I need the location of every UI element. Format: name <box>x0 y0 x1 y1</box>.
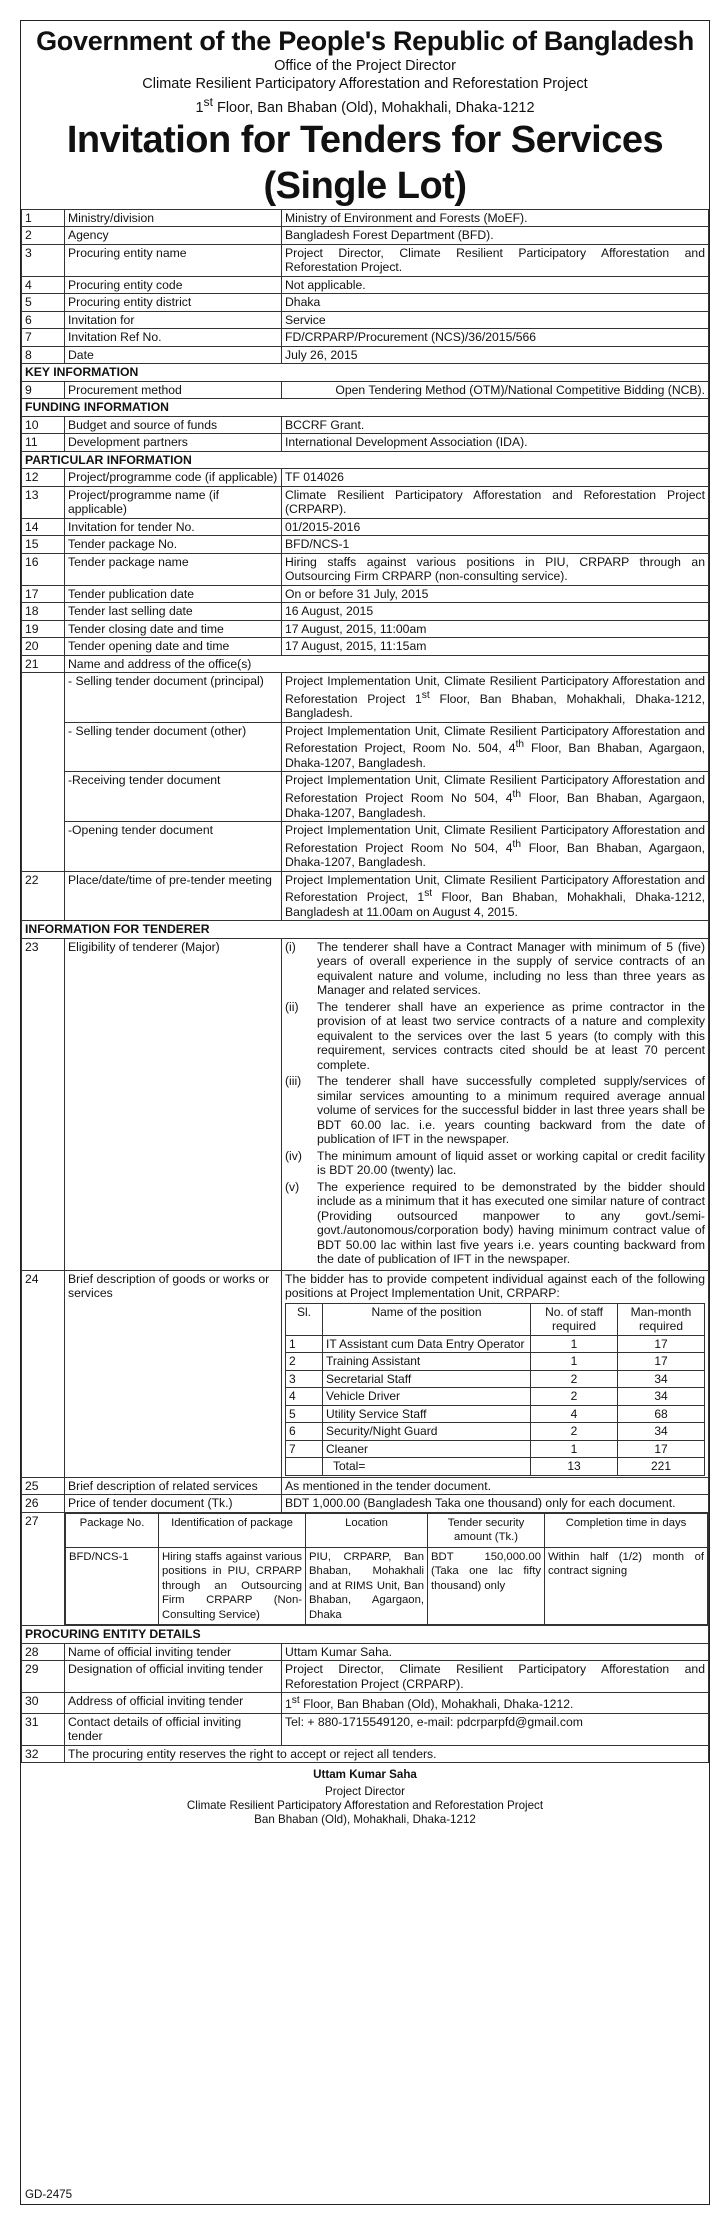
item-numeral: (iii) <box>285 1074 302 1089</box>
row-number: 3 <box>22 244 65 276</box>
position-staff: 2 <box>531 1370 618 1388</box>
row-number: 13 <box>22 486 65 518</box>
item-text: The tenderer shall have an experience as prime contractor in the provision of at least two service contracts of a nature and complexity equivalent to the services over the last 5 years (to comply with this requirement, services contracts cited should be at least 70 percent complete. <box>317 999 705 1072</box>
eligibility-item <box>285 1180 705 1267</box>
table-row <box>22 311 709 329</box>
position-row <box>286 1405 705 1423</box>
row-label: Procuring entity district <box>65 294 282 312</box>
row-label: Name of official inviting tender <box>65 1643 282 1661</box>
row-label: Tender package name <box>65 553 282 585</box>
package-number: BFD/NCS-1 <box>66 1547 159 1625</box>
tender-table <box>21 209 709 1763</box>
section-information-for-tenderer <box>22 921 709 939</box>
row-value: BFD/NCS-1 <box>282 536 709 554</box>
position-sl: 3 <box>286 1370 323 1388</box>
package-header-row <box>66 1513 708 1547</box>
positions-total-row <box>286 1458 705 1476</box>
row-value: Ministry of Environment and Forests (MoEF). <box>282 209 709 227</box>
row-value: Project Director, Climate Resilient Participatory Afforestation and Reforestation Project (CRPARP). <box>282 1661 709 1693</box>
section-heading: PROCURING ENTITY DETAILS <box>22 1626 709 1644</box>
table-row <box>22 416 709 434</box>
table-row <box>22 1270 709 1477</box>
positions-header-row <box>286 1303 705 1335</box>
row-value: 17 August, 2015, 11:15am <box>282 638 709 656</box>
row-label: Agency <box>65 227 282 245</box>
value-text-rest: Floor, Ban Bhaban, Agargaon, Dhaka-1207, Bangladesh. <box>285 840 705 870</box>
row-number: 25 <box>22 1477 65 1495</box>
total-label: Total= <box>323 1458 531 1476</box>
row-number: 1 <box>22 209 65 227</box>
row-number: 28 <box>22 1643 65 1661</box>
row-label: Tender opening date and time <box>65 638 282 656</box>
row-label: Development partners <box>65 434 282 452</box>
row-number: 6 <box>22 311 65 329</box>
item-numeral: (v) <box>285 1179 300 1194</box>
positions-table <box>285 1303 705 1476</box>
position-man-month: 34 <box>618 1388 705 1406</box>
address-rest: Floor, Ban Bhaban (Old), Mohakhali, Dhaka-1212 <box>212 99 535 116</box>
row-value: FD/CRPARP/Procurement (NCS)/36/2015/566 <box>282 329 709 347</box>
row-value: Hiring staffs against various positions in PIU, CRPARP through an Outsourcing Firm CRPARP (non-consulting service). <box>282 553 709 585</box>
position-man-month: 68 <box>618 1405 705 1423</box>
signatory-project: Climate Resilient Participatory Afforestation and Reforestation Project <box>186 1799 544 1813</box>
row-number: 29 <box>22 1661 65 1693</box>
row-number: 15 <box>22 536 65 554</box>
row-number: 30 <box>22 1693 65 1714</box>
column-header: Tender security amount (Tk.) <box>428 1513 545 1547</box>
column-header: Name of the position <box>323 1303 531 1335</box>
table-row <box>22 1693 709 1714</box>
ordinal-suffix: th <box>515 739 525 751</box>
row-label: Brief description of goods or works or services <box>65 1270 282 1477</box>
row-number: 14 <box>22 518 65 536</box>
item-text: The tenderer shall have successfully completed supply/services of similar services amounting to a minimum required average annual volume of services for the successful bidder in last three years shall be BDT 60.00 lac. i.e. years counting backward from the date of publication of IFT in the newspaper. <box>317 1074 705 1147</box>
position-sl: 2 <box>286 1353 323 1371</box>
office-row <box>22 722 709 772</box>
position-row <box>286 1388 705 1406</box>
position-staff: 1 <box>531 1335 618 1353</box>
table-row <box>22 209 709 227</box>
row-number: 17 <box>22 585 65 603</box>
lot-title: (Single Lot) <box>263 164 467 207</box>
table-row <box>22 227 709 245</box>
column-header: Completion time in days <box>545 1513 708 1547</box>
table-row <box>22 244 709 276</box>
position-man-month: 34 <box>618 1423 705 1441</box>
row-value: Tel: + 880-1715549120, e-mail: pdcrparpfd@gmail.com <box>282 1713 709 1745</box>
office-label: - Selling tender document (principal) <box>65 673 282 723</box>
package-security: BDT 150,000.00 (Taka one lac fifty thousand) only <box>428 1547 545 1625</box>
package-cell <box>65 1512 709 1626</box>
row-value: BDT 1,000.00 (Bangladesh Taka one thousand) only for each document. <box>282 1495 709 1513</box>
section-funding-information <box>22 399 709 417</box>
row-number: 7 <box>22 329 65 347</box>
row-label: Project/programme code (if applicable) <box>65 469 282 487</box>
position-name: Vehicle Driver <box>323 1388 531 1406</box>
position-man-month: 17 <box>618 1440 705 1458</box>
position-name: Utility Service Staff <box>323 1405 531 1423</box>
position-sl: 1 <box>286 1335 323 1353</box>
row-value: 17 August, 2015, 11:00am <box>282 620 709 638</box>
office-label: -Receiving tender document <box>65 772 282 822</box>
ordinal-suffix: st <box>424 888 433 900</box>
row-label: Price of tender document (Tk.) <box>65 1495 282 1513</box>
column-header: Identification of package <box>159 1513 306 1547</box>
eligibility-item <box>285 940 705 998</box>
table-row <box>22 346 709 364</box>
package-identification: Hiring staffs against various positions in PIU, CRPARP through an Outsourcing Firm CRPARP (Non-Consulting Service) <box>159 1547 306 1625</box>
eligibility-item <box>285 1000 705 1073</box>
table-row <box>22 603 709 621</box>
row-value: Dhaka <box>282 294 709 312</box>
ordinal-suffix: st <box>291 1695 300 1707</box>
table-row <box>22 871 709 921</box>
row-label: Procurement method <box>65 381 282 399</box>
position-sl: 6 <box>286 1423 323 1441</box>
item-text: The tenderer shall have a Contract Manager with minimum of 5 (five) years of overall experience in the supply of service contracts of an equivalent nature and volume, including no less than three years as Manager and related services. <box>317 939 705 998</box>
row-label: Invitation for <box>65 311 282 329</box>
office-row <box>22 673 709 723</box>
row-number: 32 <box>22 1745 65 1763</box>
column-header: Man-month required <box>618 1303 705 1335</box>
position-name: Training Assistant <box>323 1353 531 1371</box>
position-row <box>286 1353 705 1371</box>
total-man-month: 221 <box>618 1458 705 1476</box>
row-value: July 26, 2015 <box>282 346 709 364</box>
position-staff: 2 <box>531 1423 618 1441</box>
table-row <box>22 518 709 536</box>
office-address-value <box>282 722 709 772</box>
section-heading: INFORMATION FOR TENDERER <box>22 921 709 939</box>
row-number: 27 <box>22 1512 65 1626</box>
table-row <box>22 938 709 1270</box>
row-number: 4 <box>22 276 65 294</box>
table-row <box>22 1713 709 1745</box>
row-label: Eligibility of tenderer (Major) <box>65 938 282 1270</box>
ordinal-suffix: th <box>512 788 522 800</box>
eligibility-list <box>282 938 709 1270</box>
eligibility-item <box>285 1149 705 1178</box>
item-text: The experience required to be demonstrated by the bidder should include as a minimum that it has executed one similar nature of contract (Providing outsourced manpower to any govt./semi-govt./autonomous/corporation body) having minimum contract value of BDT 50.00 lac within last five years i.e. years counting backward from the date of publication of IFT in the newspaper. <box>317 1179 705 1267</box>
row-value: On or before 31 July, 2015 <box>282 585 709 603</box>
row-label: Invitation Ref No. <box>65 329 282 347</box>
value-text: Project Implementation Unit, Climate Resilient Participatory Afforestation and Reforestation Project, Room No. 504, 4 <box>285 723 705 756</box>
row-number: 22 <box>22 871 65 921</box>
package-completion: Within half (1/2) month of contract signing <box>545 1547 708 1625</box>
package-row <box>66 1547 708 1625</box>
row-value: Service <box>282 311 709 329</box>
table-row <box>22 638 709 656</box>
ordinal-suffix: st <box>421 689 430 701</box>
value-text-rest: Floor, Ban Bhaban, Mohakhali, Dhaka-1212, Bangladesh at 11.00am on August 4, 2015. <box>285 890 705 919</box>
item-numeral: (i) <box>285 939 296 954</box>
signature-block <box>21 1768 709 1827</box>
row-label: Place/date/time of pre-tender meeting <box>65 871 282 921</box>
section-procuring-entity-details <box>22 1626 709 1644</box>
eligibility-item <box>285 1074 705 1147</box>
row-value <box>282 871 709 921</box>
office-name: Office of the Project Director <box>274 58 456 74</box>
row-value: Uttam Kumar Saha. <box>282 1643 709 1661</box>
row-value: International Development Association (IDA). <box>282 434 709 452</box>
package-table <box>65 1513 708 1626</box>
position-row <box>286 1370 705 1388</box>
row-label: Designation of official inviting tender <box>65 1661 282 1693</box>
item-text: The minimum amount of liquid asset or working capital or credit facility is BDT 20.00 (twenty) lac. <box>317 1148 705 1178</box>
position-staff: 1 <box>531 1353 618 1371</box>
row-label: Tender last selling date <box>65 603 282 621</box>
row-value <box>282 1270 709 1477</box>
column-header: Sl. <box>286 1303 323 1335</box>
row-number: 10 <box>22 416 65 434</box>
row-value: TF 014026 <box>282 469 709 487</box>
row-number: 18 <box>22 603 65 621</box>
row-label: Budget and source of funds <box>65 416 282 434</box>
item-numeral: (iv) <box>285 1148 302 1163</box>
ad-code: GD-2475 <box>25 2188 73 2201</box>
row-label: Invitation for tender No. <box>65 518 282 536</box>
row-number-blank <box>22 822 65 872</box>
table-row <box>22 1495 709 1513</box>
value-text: Project Implementation Unit, Climate Resilient Participatory Afforestation and Reforestation Project 1 <box>285 674 705 706</box>
office-address <box>21 93 709 117</box>
table-row <box>22 1745 709 1763</box>
office-row <box>22 772 709 822</box>
item-numeral: (ii) <box>285 999 299 1014</box>
section-heading: KEY INFORMATION <box>22 364 709 382</box>
row-number-blank <box>22 673 65 723</box>
row-value: Bangladesh Forest Department (BFD). <box>282 227 709 245</box>
table-row <box>22 329 709 347</box>
value-text-rest: Floor, Ban Bhaban (Old), Mohakhali, Dhaka-1212. <box>299 1697 574 1712</box>
row-number: 5 <box>22 294 65 312</box>
table-row <box>22 620 709 638</box>
tender-notice <box>20 20 710 2205</box>
project-name: Climate Resilient Participatory Afforestation and Reforestation Project <box>142 76 588 92</box>
row-number: 31 <box>22 1713 65 1745</box>
table-row <box>22 381 709 399</box>
table-row <box>22 585 709 603</box>
value-text-rest: Floor, Ban Bhaban, Agargaon, Dhaka-1207, Bangladesh. <box>285 741 706 770</box>
row-number: 26 <box>22 1495 65 1513</box>
section-particular-information <box>22 451 709 469</box>
position-man-month: 34 <box>618 1370 705 1388</box>
position-name: Security/Night Guard <box>323 1423 531 1441</box>
row-number: 21 <box>22 655 65 673</box>
row-value: Climate Resilient Participatory Afforestation and Reforestation Project (CRPARP). <box>282 486 709 518</box>
position-man-month: 17 <box>618 1353 705 1371</box>
office-address-value <box>282 673 709 723</box>
row-number: 16 <box>22 553 65 585</box>
ordinal-suffix: th <box>512 838 522 850</box>
signatory-name: Uttam Kumar Saha <box>313 1768 417 1782</box>
column-header: No. of staff required <box>531 1303 618 1335</box>
table-row <box>22 486 709 518</box>
position-sl: 7 <box>286 1440 323 1458</box>
position-staff: 4 <box>531 1405 618 1423</box>
position-row <box>286 1440 705 1458</box>
address-floor-number: 1 <box>195 99 204 116</box>
row-number-blank <box>22 772 65 822</box>
invitation-title: Invitation for Tenders for Services <box>66 118 664 161</box>
row-value: BCCRF Grant. <box>282 416 709 434</box>
row-number: 12 <box>22 469 65 487</box>
table-row <box>22 655 709 673</box>
value-text-rest: Floor, Ban Bhaban, Mohakhali, Dhaka-1212, Bangladesh. <box>285 691 705 721</box>
value-text-rest: Floor, Ban Bhaban, Agargaon, Dhaka-1207, Bangladesh. <box>285 791 705 820</box>
row-label: Name and address of the office(s) <box>65 655 709 673</box>
row-label: Brief description of related services <box>65 1477 282 1495</box>
section-key-information <box>22 364 709 382</box>
table-row <box>22 553 709 585</box>
row-label: Address of official inviting tender <box>65 1693 282 1714</box>
row-number-blank <box>22 722 65 772</box>
signatory-title: Project Director <box>325 1785 405 1799</box>
row-label: Ministry/division <box>65 209 282 227</box>
office-row <box>22 822 709 872</box>
position-sl: 4 <box>286 1388 323 1406</box>
total-blank <box>286 1458 323 1476</box>
position-sl: 5 <box>286 1405 323 1423</box>
signatory-address: Ban Bhaban (Old), Mohakhali, Dhaka-1212 <box>254 1813 476 1827</box>
section-heading: FUNDING INFORMATION <box>22 399 709 417</box>
position-staff: 2 <box>531 1388 618 1406</box>
row-number: 24 <box>22 1270 65 1477</box>
table-row <box>22 1661 709 1693</box>
value-text: Project Implementation Unit, Climate Resilient Participatory Afforestation and Reforestation Project Room No 504, 4 <box>285 823 705 855</box>
table-row <box>22 276 709 294</box>
row-label: Tender publication date <box>65 585 282 603</box>
row-number: 23 <box>22 938 65 1270</box>
address-floor-suffix: st <box>203 95 213 109</box>
row-label: Procuring entity code <box>65 276 282 294</box>
row-value: 16 August, 2015 <box>282 603 709 621</box>
positions-intro: The bidder has to provide competent individual against each of the following positions at Project Implementation Unit, CRPARP: <box>285 1271 705 1301</box>
row-label: Date <box>65 346 282 364</box>
row-value: As mentioned in the tender document. <box>282 1477 709 1495</box>
table-row <box>22 1512 709 1626</box>
table-row <box>22 434 709 452</box>
government-title: Government of the People's Republic of Bangladesh <box>36 26 694 56</box>
office-address-value <box>282 822 709 872</box>
package-location: PIU, CRPARP, Ban Bhaban, Mohakhali and at RIMS Unit, Ban Bhaban, Agargaon, Dhaka <box>306 1547 428 1625</box>
row-label: Tender closing date and time <box>65 620 282 638</box>
row-value: 01/2015-2016 <box>282 518 709 536</box>
row-label: Contact details of official inviting tender <box>65 1713 282 1745</box>
row-value: The procuring entity reserves the right to accept or reject all tenders. <box>65 1745 709 1763</box>
row-value: Project Director, Climate Resilient Participatory Afforestation and Reforestation Project. <box>282 244 709 276</box>
value-text: Project Implementation Unit, Climate Resilient Participatory Afforestation and Reforestation Project, 1 <box>285 872 705 905</box>
value-text: Project Implementation Unit, Climate Resilient Participatory Afforestation and Reforestation Project Room No 504, 4 <box>285 773 705 806</box>
office-label: - Selling tender document (other) <box>65 722 282 772</box>
position-row <box>286 1423 705 1441</box>
row-number: 9 <box>22 381 65 399</box>
position-name: Cleaner <box>323 1440 531 1458</box>
row-number: 20 <box>22 638 65 656</box>
section-heading: PARTICULAR INFORMATION <box>22 451 709 469</box>
column-header: Package No. <box>66 1513 159 1547</box>
row-label: Project/programme name (if applicable) <box>65 486 282 518</box>
position-staff: 1 <box>531 1440 618 1458</box>
column-header: Location <box>306 1513 428 1547</box>
row-value: Open Tendering Method (OTM)/National Competitive Bidding (NCB). <box>282 381 709 399</box>
position-name: Secretarial Staff <box>323 1370 531 1388</box>
position-name: IT Assistant cum Data Entry Operator <box>323 1335 531 1353</box>
row-number: 8 <box>22 346 65 364</box>
table-row <box>22 294 709 312</box>
position-man-month: 17 <box>618 1335 705 1353</box>
office-address-value <box>282 772 709 822</box>
row-number: 2 <box>22 227 65 245</box>
row-value <box>282 1693 709 1714</box>
tender-table-body <box>22 209 709 1762</box>
table-row <box>22 1643 709 1661</box>
row-value: Not applicable. <box>282 276 709 294</box>
row-number: 11 <box>22 434 65 452</box>
value-text: 1 <box>285 1697 292 1712</box>
table-row <box>22 536 709 554</box>
notice-header <box>21 25 709 209</box>
row-label: Procuring entity name <box>65 244 282 276</box>
total-staff: 13 <box>531 1458 618 1476</box>
row-label: Tender package No. <box>65 536 282 554</box>
row-number: 19 <box>22 620 65 638</box>
office-label: -Opening tender document <box>65 822 282 872</box>
table-row <box>22 1477 709 1495</box>
table-row <box>22 469 709 487</box>
position-row <box>286 1335 705 1353</box>
